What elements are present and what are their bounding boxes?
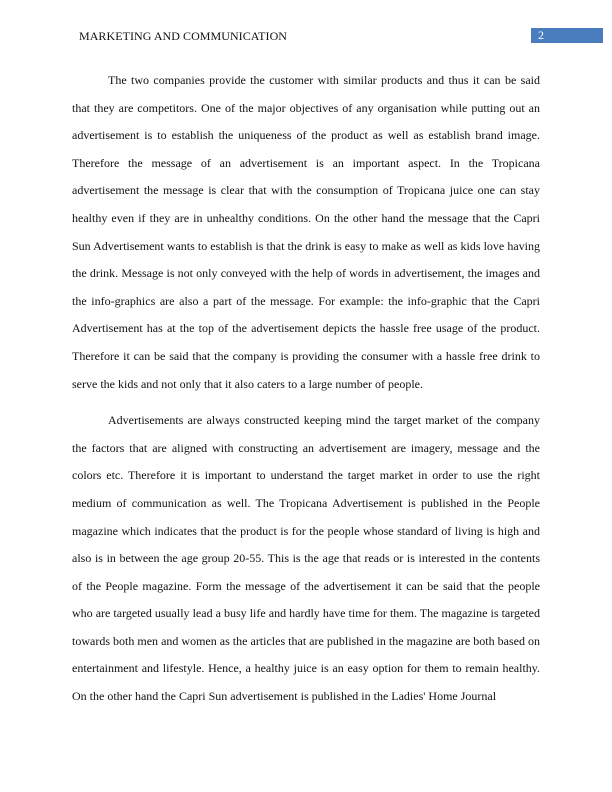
page-number-badge: 2 [531,28,603,43]
document-body [72,67,540,711]
page-header [0,0,612,50]
paragraph: Advertisements are always constructed keeping mind the target market of the company the factors that are aligned with constructing an advertisement are imagery, message and the colors etc. Therefore it is important to understand the target market in order to use the right medium of communication as well. The Tropicana Advertisement is published in the People magazine which indicates that the product is for the people whose standard of living is high and also is in between the age group 20-55. This is the age that reads or is interested in the contents of the People magazine. Form the message of the advertisement it can be said that the people who are targeted usually lead a busy life and hardly have time for them. The magazine is targeted towards both men and women as the articles that are published in the magazine are both based on entertainment and lifestyle. Hence, a healthy juice is an easy option for them to remain healthy. On the other hand the Capri Sun advertisement is published in the Ladies' Home Journal [72,413,540,704]
running-head: MARKETING AND COMMUNICATION [79,29,288,43]
paragraph: The two companies provide the customer with similar products and thus it can be said that they are competitors. One of the major objectives of any organisation while putting out an advertisement is to establish the uniqueness of the product as well as establish brand image. Therefore the message of an advertisement is an important aspect. In the Tropicana advertisement the message is clear that with the consumption of Tropicana juice one can stay healthy even if they are in unhealthy conditions. On the other hand the message that the Capri Sun Advertisement wants to establish is that the drink is easy to make as well as kids love having the drink. Message is not only conveyed with the help of words in advertisement, the images and the info-graphics are also a part of the message. For example: the info-graphic that the Capri Advertisement has at the top of the advertisement depicts the hassle free usage of the product. Therefore it can be said that the company is providing the consumer with a hassle free drink to serve the kids and not only that it also caters to a large number of people. [72,73,540,391]
